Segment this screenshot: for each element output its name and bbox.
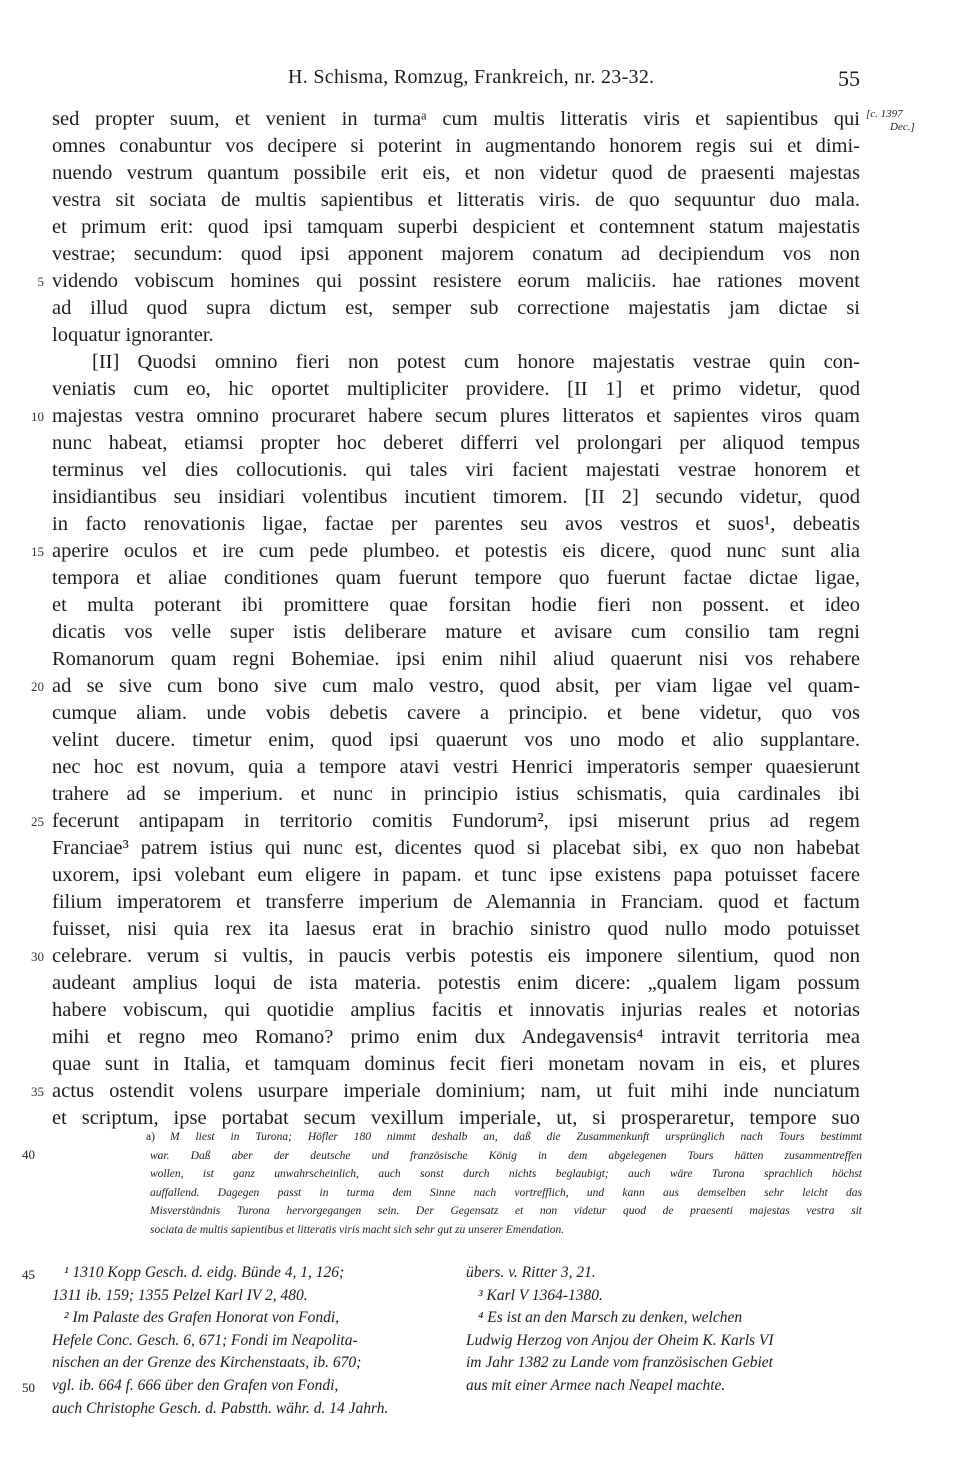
- text-line: ad illud quod supra dictum est, semper sub correctione majestatis jam dictae si: [52, 297, 860, 319]
- line-number: 15: [31, 544, 44, 559]
- apparatus-line: sociata de multis sapientibus et litteratis viris macht sich sehr gut zu unserer Emendation.: [150, 1223, 565, 1236]
- text-line: ad se sive cum bono sive cum malo vestro, quod absit, per viam ligae vel quam-: [52, 675, 860, 697]
- margin-note-line: [c. 1397: [866, 108, 903, 120]
- text-line: omnes conabuntur vos decipere si poterint in augmentando honorem regis sui et dimi-: [52, 135, 860, 157]
- text-line: actus ostendit volens usurpare imperiale dominium; nam, ut fuit mihi inde nunciatum: [52, 1080, 860, 1102]
- margin-note-line: Dec.]: [890, 121, 915, 133]
- footnote-line: Ludwig Herzog von Anjou der Oheim K. Karls VI: [466, 1331, 774, 1349]
- running-head: H. Schisma, Romzug, Frankreich, nr. 23-32.: [288, 66, 655, 88]
- text-line: velint ducere. timetur enim, quod ipsi quaerunt vos uno modo et alio supplantare.: [52, 729, 860, 751]
- text-line: audeant amplius loqui de ista materia. potestis enim dicere: „qualem ligam possum: [52, 972, 860, 994]
- line-number: 35: [31, 1084, 44, 1099]
- text-line: videndo vobiscum homines qui possint resistere eorum maliciis. hae rationes movent: [52, 270, 860, 292]
- text-line: filium imperatorem et transferre imperium de Alemannia in Franciam. quod et factum: [52, 891, 860, 913]
- footnote-line: im Jahr 1382 zu Lande vom französischen Gebiet: [466, 1354, 773, 1372]
- text-line: et multa poterant ibi promittere quae forsitan hodie fieri non possent. et ideo: [52, 594, 860, 616]
- text-line: mihi et regno meo Romano? primo enim dux Andegavensis⁴ intravit territoria mea: [52, 1026, 860, 1048]
- main-text: [31, 106, 860, 1132]
- text-line: aperire oculos et ire cum pede plumbeo. et potestis eis dicere, quod nunc sunt alia: [52, 540, 860, 562]
- footnote-line: auch Christophe Gesch. d. Pabstth. währ. d. 14 Jahrh.: [52, 1399, 389, 1417]
- text-line: fuisset, nisi quia rex ita laesus erat in brachio sinistro quod nullo modo potuisset: [52, 918, 860, 940]
- line-number: 25: [31, 814, 44, 829]
- text-line: nec hoc est novum, quia a tempore atavi vestri Henrici imperatoris semper quaesierunt: [52, 756, 860, 778]
- text-line: et scriptum, ipse portabat secum vexillum imperiale, ut, si prosperaretur, tempore suo: [52, 1107, 860, 1129]
- footnote-line: übers. v. Ritter 3, 21.: [466, 1264, 596, 1281]
- text-line: vestrae; secundum: quod ipsi apponent majorem conatum ad decipiendum vos non: [52, 243, 860, 265]
- text-line: nunc habeat, etiamsi propter hoc deberet differri vel prolongari per aliquod tempus: [52, 432, 860, 454]
- footnote-line: ⁴ Es ist an den Marsch zu denken, welchen: [478, 1309, 743, 1327]
- critical-apparatus: [22, 1128, 862, 1240]
- footnote-line: aus mit einer Armee nach Neapel machte.: [466, 1376, 726, 1394]
- text-line: fecerunt antipapam in territorio comitis Fundorum², ipsi miserunt prius ad regem: [52, 810, 860, 832]
- text-line: tempora et aliae conditiones quam fuerunt tempore quo fuerunt factae dictae ligae,: [52, 567, 860, 589]
- line-number: 45: [22, 1267, 35, 1282]
- line-number: 20: [31, 679, 44, 694]
- line-number: 30: [31, 949, 44, 964]
- text-line: dicatis vos velle super istis deliberare mature et avisare cum consilio tam regni: [52, 621, 860, 643]
- apparatus-line: Misverständnis Turona hervorgegangen sein. Der Gegensatz et non videtur quod de praesenti majestas vestra sit: [150, 1205, 862, 1218]
- page-number: 55: [838, 66, 860, 91]
- footnote-line: ¹ 1310 Kopp Gesch. d. eidg. Bünde 4, 1, 126;: [64, 1264, 345, 1281]
- footnotes-left-column: [52, 1262, 444, 1420]
- footnote-line: ³ Karl V 1364-1380.: [478, 1286, 603, 1304]
- footnote-line: vgl. ib. 664 f. 666 über den Grafen von Fondi,: [52, 1376, 339, 1394]
- text-line: uxorem, ipsi volebant eum eligere in papam. et tunc ipse existens papa potuisset facere: [52, 864, 860, 886]
- apparatus-line: wollen, ist ganz unwahrscheinlich, auch sonst durch nichts beglaubigt; auch wäre Turona sprachlich höchst: [150, 1168, 862, 1181]
- footnote-line: nischen an der Grenze des Kirchenstaats, ib. 670;: [52, 1354, 362, 1372]
- text-line: majestas vestra omnino procuraret habere secum plures litteratos et sapientes viros quam: [52, 405, 860, 427]
- footnotes-right-column: [466, 1262, 860, 1398]
- text-line: Franciae³ patrem istius qui nunc est, dicentes quod si placebat sibi, ex quo non habebat: [52, 837, 860, 859]
- text-line: trahere ad se imperium. et nunc in principio istius schismatis, quia cardinales ibi: [52, 783, 860, 805]
- text-line: celebrare. verum si vultis, in paucis verbis potestis eis imponere silentium, quod non: [52, 945, 860, 967]
- apparatus-line: M liest in Turona; Höfler 180 nimmt deshalb an, daß die Zusammenkunft ursprünglich nach Tours bestimmt: [170, 1131, 862, 1143]
- text-line: loquatur ignoranter.: [52, 324, 214, 346]
- text-line: habere vobiscum, qui quotidie amplius facitis et innovatis injurias reales et notorias: [52, 999, 860, 1021]
- text-line: quae sunt in Italia, et tamquam dominus fecit fieri monetam novam in eis, et plures: [52, 1053, 860, 1075]
- text-line: veniatis cum eo, hic oportet multipliciter providere. [II 1] et primo videtur, quod: [52, 378, 860, 400]
- text-line: [II] Quodsi omnino fieri non potest cum honore majestatis vestrae quin con-: [92, 351, 860, 373]
- text-line: cumque aliam. unde vobis debetis cavere a principio. et bene videtur, quo vos: [52, 702, 860, 724]
- text-line: in facto renovationis ligae, factae per parentes seu avos vestros et suos¹, debeatis: [52, 513, 860, 535]
- margin-date-note: [866, 108, 960, 134]
- page-header: [52, 66, 860, 96]
- line-number: 10: [31, 409, 44, 424]
- text-line: Romanorum quam regni Bohemiae. ipsi enim nihil aliud quaerunt nisi vos rehabere: [52, 648, 860, 670]
- footnote-line: Hefele Conc. Gesch. 6, 671; Fondi im Neapolita-: [52, 1331, 358, 1349]
- apparatus-line: war. Daß aber der deutsche und französische König in dem abgelegenen Tours hätten zusammentreffen: [150, 1149, 862, 1162]
- footnote-line: ² Im Palaste des Grafen Honorat von Fondi,: [64, 1309, 340, 1327]
- apparatus-marker: a): [146, 1131, 155, 1143]
- text-line: vestra sit sociata de multis sapientibus et litteratis viris. de quo sequuntur duo mala.: [52, 189, 860, 211]
- text-line: sed propter suum, et venient in turmaᵃ cum multis litteratis viris et sapientibus qui: [52, 108, 860, 130]
- line-number: 50: [22, 1380, 35, 1395]
- line-number: 40: [22, 1147, 35, 1162]
- text-line: nuendo vestrum quantum possibile erit eis, et non videtur quod de praesenti majestas: [52, 162, 860, 184]
- text-line: insidiantibus seu insidiari volentibus incutient timorem. [II 2] secundo videtur, quod: [52, 486, 860, 508]
- line-number: 5: [37, 274, 44, 289]
- apparatus-line: auffallend. Dagegen passt in turma dem Sinne nach vortrefflich, und kann aus demselben sehr leicht das: [150, 1186, 862, 1199]
- text-line: terminus vel dies collocutionis. qui tales viri facient majestati vestrae honorem et: [52, 459, 860, 481]
- text-line: et primum erit: quod ipsi tamquam superbi despicient et contemnent statum majestatis: [52, 216, 860, 238]
- footnote-line: 1311 ib. 159; 1355 Pelzel Karl IV 2, 480.: [52, 1286, 308, 1304]
